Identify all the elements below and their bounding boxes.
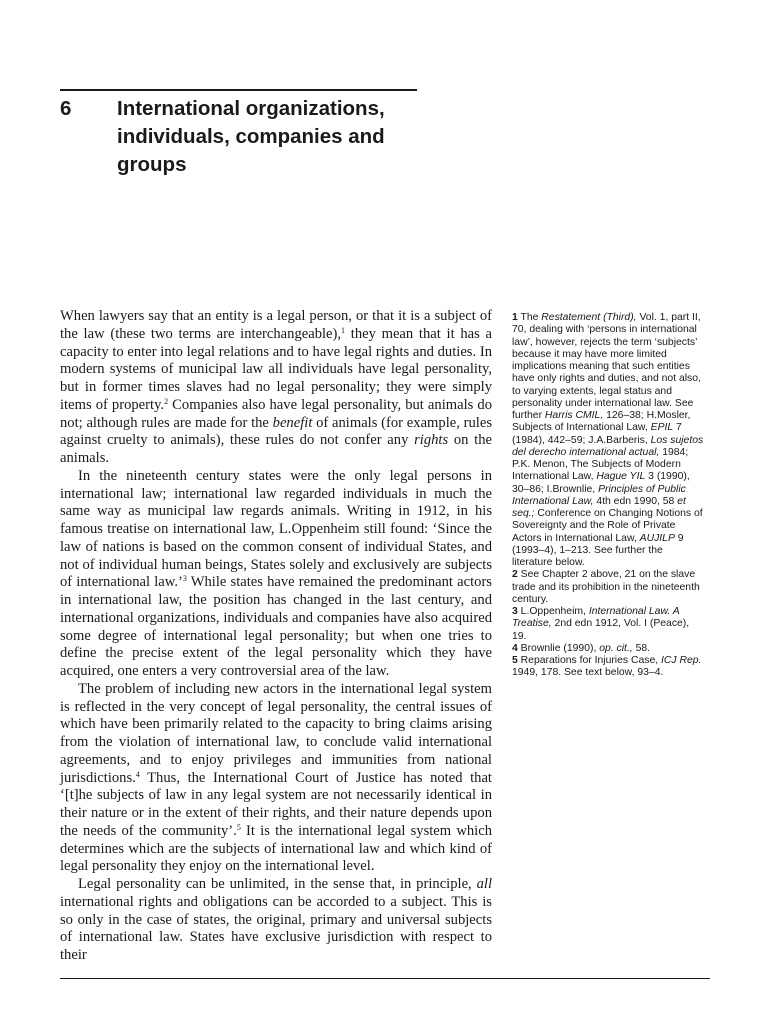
citation-title: EPIL	[650, 422, 674, 434]
text-run: 1984; P.K. Menon, The Subjects of Modern International Law,	[512, 446, 689, 483]
footnote-ref-2: 2	[164, 396, 169, 406]
text-run: 3 (1990), 30–86; I.Brownlie,	[512, 471, 690, 495]
text-run: While states have remained the predominant actors in international law, the position has changed in the last century, and international organizations, individuals and companies have also acquired some degree of international legal personality; but when one tries to define the precise extent of the legal personality which they have acquired, one enters a very controversial area of the law.	[60, 574, 492, 679]
text-run: Legal personality can be unlimited, in the sense that, in principle,	[78, 876, 477, 892]
text-run: When lawyers say that an entity is a legal person, or that it is a subject of the law (these two terms are interchangeable),	[60, 308, 492, 342]
text-run: The problem of including new actors in the international legal system is reflected in the very concept of legal personality, the central issues of which have been primarily related to the capacity to bring claims arising from the violation of international law, to conclude valid international agreements, and to enjoy privileges and immunities from national jurisdictions.	[60, 680, 492, 786]
footnote-number: 3	[512, 606, 518, 617]
text-run: 4th edn 1990, 58	[593, 495, 678, 507]
chapter-title: International organizations, individuals, companies and groups	[117, 97, 385, 176]
text-run: Reparations for Injuries Case,	[517, 655, 662, 666]
emphasis-rights: rights	[414, 432, 449, 449]
text-run: 9 (1993–4), 1–213. See further the literature below.	[512, 532, 684, 568]
text-run: 58.	[632, 642, 651, 654]
citation-title: Hague YIL	[596, 471, 646, 483]
citation-title: et seq.;	[512, 495, 686, 519]
text-run: It is the international legal system which determines which are the subjects of international law and which kind of legal personality they enjoy on the international level.	[60, 822, 492, 875]
text-run: The	[517, 312, 542, 323]
text-run: Thus, the International Court of Justice has noted that ‘[t]he subjects of law in any legal system are not necessarily identical in their nature or in the extent of their rights, and their nature depends upon the needs of the community’.	[60, 769, 492, 839]
paragraph-1	[60, 308, 492, 468]
footnote-1	[512, 312, 704, 569]
text-run: See Chapter 2 above, 21 on the slave trade and its prohibition in the nineteenth century.	[512, 569, 700, 605]
footnote-ref-3: 3	[182, 574, 187, 584]
text-run: 2nd edn 1912, Vol. I (Peace), 19.	[512, 618, 690, 642]
footnote-ref-4: 4	[135, 769, 140, 779]
citation-title: AUJILP	[639, 532, 675, 544]
citation-title: Harris CMIL,	[544, 410, 604, 421]
text-run: Brownlie (1990),	[517, 642, 600, 654]
footnotes	[512, 312, 704, 680]
text-run: 7 (1984), 442–59; J.A.Barberis,	[512, 422, 682, 446]
footnote-number: 2	[512, 569, 518, 581]
paragraph-4	[60, 876, 492, 965]
footnote-number: 5	[512, 655, 518, 666]
chapter-number: 6	[60, 97, 72, 120]
paragraph-3	[60, 681, 492, 876]
emphasis-benefit: benefit	[272, 414, 313, 431]
footnote-ref-5: 5	[236, 822, 241, 832]
text-run: In the nineteenth century states were the only legal persons in international law; international law regarded individuals in much the same way as municipal law regards animals. Writing in 1912, in his famous treatise on international law, L.Oppenheim still found: ‘Since the law of nations is based on the common consent of individual States, and not of individual human beings, States solely and exclusively are subjects of international law.’	[60, 467, 492, 591]
text-run: Conference on Changing Notions of Sovereignty and the Role of Private Actors in International Law,	[512, 508, 703, 544]
footnote-5	[512, 655, 704, 680]
text-run: they mean that it has a capacity to enter into legal relations and to have legal rights and duties. In modern systems of municipal law all individuals have legal personality, but in former times slaves had no legal personality; they were simply items of property.	[60, 325, 492, 413]
citation-title: Los sujetos del derecho international actual,	[512, 434, 704, 458]
text-run: Companies also have legal personality, but animals do not; although rules are made for the	[60, 396, 492, 431]
footnote-2	[512, 569, 704, 606]
citation-title: op. cit.,	[599, 642, 633, 654]
text-run: Vol. 1, part II, 70, dealing with ‘persons in international law’, however, rejects the term ‘subjects’ because it may have more limited implications meaning that such entities have only rights and duties, and not also, to varying extents, legal status and personality under international law. See further	[512, 312, 701, 421]
body-text	[60, 308, 492, 965]
text-run: 1949, 178. See text below, 93–4.	[512, 667, 664, 679]
citation-title: Restatement (Third),	[541, 312, 637, 323]
footnote-ref-1: 1	[341, 325, 346, 335]
paragraph-2	[60, 468, 492, 681]
emphasis-all: all	[476, 876, 492, 892]
footnote-3	[512, 606, 704, 643]
page-bottom-rule	[60, 978, 710, 979]
footnote-number: 4	[512, 642, 518, 654]
footnote-number: 1	[512, 312, 518, 323]
text-run: of animals (for example, rules against cruelty to animals), these rules do not confer any	[60, 414, 492, 449]
citation-title: ICJ Rep.	[661, 655, 702, 666]
citation-title: International Law. A Treatise,	[512, 606, 680, 630]
footnote-4	[512, 643, 704, 655]
text-run: international rights and obligations can be accorded to a subject. This is so only in the case of states, the original, primary and universal subjects of international law. States have exclusive jurisdiction with respect to their	[60, 893, 492, 963]
citation-title: Principles of Public International Law,	[512, 483, 686, 507]
text-run: L.Oppenheim,	[517, 606, 589, 617]
text-run: on the animals.	[60, 432, 492, 466]
text-run: 126–38; H.Mosler, Subjects of International Law,	[512, 410, 691, 434]
chapter-top-rule	[60, 89, 417, 91]
